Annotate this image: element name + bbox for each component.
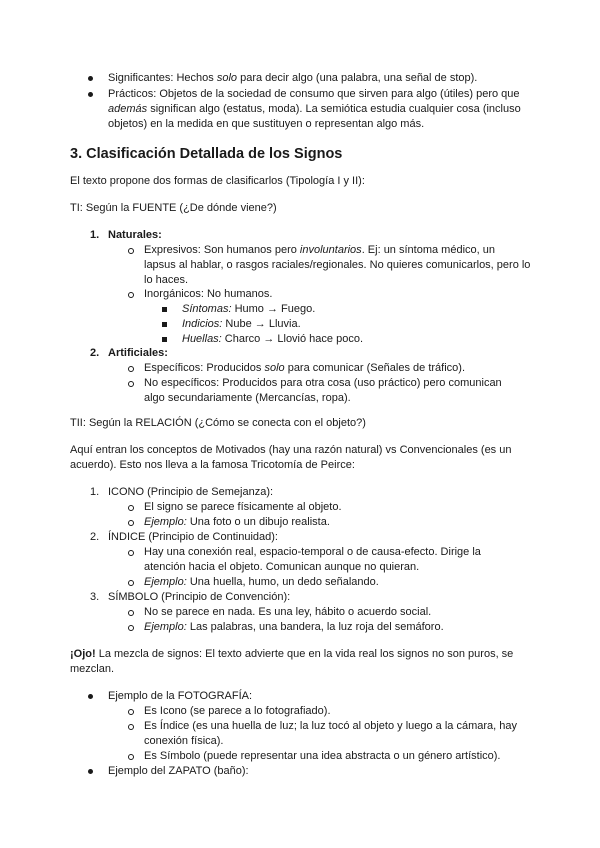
bullet-circle [128,724,134,730]
ojo-line1: ¡Ojo! La mezcla de signos: El texto advierte que en la vida real los signos no son puros, se [70,648,514,660]
practicos-line1: Prácticos: Objetos de la sociedad de consumo que sirven para algo (útiles) pero que [108,88,520,100]
bullet-circle [128,580,134,586]
ojo-line2: mezclan. [70,663,115,675]
tii-intro-line1: Aquí entran los conceptos de Motivados (hay una razón natural) vs Convencionales (es un [70,444,512,456]
simbolo-label: SÍMBOLO (Principio de Convención): [108,591,291,603]
list-number: 2. [90,347,100,359]
section-heading: 3. Clasificación Detallada de los Signos [70,146,343,162]
indice-label: ÍNDICE (Principio de Continuidad): [108,531,278,543]
icono-item1: El signo se parece físicamente al objeto. [144,501,342,513]
indice-item1-line2: atención hacia el objeto. Comunican aunque no quieran. [144,561,420,573]
bullet-square [162,337,167,342]
list-number: 3. [90,591,100,603]
bullet-disc [88,769,93,774]
foto-label: Ejemplo de la FOTOGRAFÍA: [108,690,253,702]
foto-icono: Es Icono (se parece a lo fotografiado). [144,705,331,717]
icono-label: ICONO (Principio de Semejanza): [108,486,274,498]
naturales-label: Naturales: [108,229,162,241]
bullet-circle [128,709,134,715]
simbolo-example: Ejemplo: Las palabras, una bandera, la luz roja del semáforo. [144,621,444,633]
practicos-line3: objetos) en la medida en que sustituyen o representan algo más. [108,118,425,130]
expresivos-line1: Expresivos: Son humanos pero involuntarios. Ej: un síntoma médico, un [144,244,495,256]
bullet-square [162,307,167,312]
tii-heading: TII: Según la RELACIÓN (¿Cómo se conecta con el objeto?) [70,417,366,429]
tii-intro-line2: acuerdo). Esto nos lleva a la famosa Tricotomía de Peirce: [70,459,355,471]
huellas-item: Huellas: Charco → Llovió hace poco. [182,333,363,345]
foto-indice-line2: conexión física). [144,735,224,747]
foto-simbolo: Es Símbolo (puede representar una idea abstracta o un género artístico). [144,750,501,762]
bullet-circle [128,754,134,760]
indicios-item: Indicios: Nube → Lluvia. [182,318,301,330]
no-especificos-line1: No específicos: Producidos para otra cosa (uso práctico) pero comunican [144,377,502,389]
bullet-circle [128,248,134,254]
no-especificos-line2: algo secundariamente (Mercancías, ropa). [144,392,351,404]
practicos-line2: además significan algo (estatus, moda). La semiótica estudia cualquier cosa (incluso [108,103,521,115]
bullet-disc [88,92,93,97]
list-number: 2. [90,531,100,543]
significantes-item: Significantes: Hechos solo para decir algo (una palabra, una señal de stop). [108,72,478,84]
indice-item1-line1: Hay una conexión real, espacio-temporal o de causa-efecto. Dirige la [144,546,481,558]
ti-heading: TI: Según la FUENTE (¿De dónde viene?) [70,202,277,214]
simbolo-item1: No se parece en nada. Es una ley, hábito o acuerdo social. [144,606,432,618]
bullet-square [162,322,167,327]
bullet-circle [128,366,134,372]
section-intro: El texto propone dos formas de clasificarlos (Tipología I y II): [70,175,365,187]
bullet-disc [88,694,93,699]
bullet-circle [128,550,134,556]
icono-example: Ejemplo: Una foto o un dibujo realista. [144,516,330,528]
bullet-circle [128,520,134,526]
especificos-item: Específicos: Producidos solo para comunicar (Señales de tráfico). [144,362,466,374]
bullet-circle [128,625,134,631]
zapato-label: Ejemplo del ZAPATO (baño): [108,765,249,777]
bullet-circle [128,610,134,616]
list-number: 1. [90,229,100,241]
artificiales-label: Artificiales: [108,347,168,359]
bullet-circle [128,505,134,511]
indice-example: Ejemplo: Una huella, humo, un dedo señalando. [144,576,379,588]
bullet-disc [88,76,93,81]
bullet-circle [128,381,134,387]
expresivos-line3: lo haces. [144,274,189,286]
bullet-circle [128,292,134,298]
inorganicos-item: Inorgánicos: No humanos. [144,288,273,300]
expresivos-line2: lapsus al hablar, o rasgos raciales/regionales. No quieres comunicarlos, pero lo [144,259,531,271]
list-number: 1. [90,486,100,498]
foto-indice-line1: Es Índice (es una huella de luz; la luz tocó al objeto y luego a la cámara, hay [144,720,518,732]
sintomas-item: Síntomas: Humo → Fuego. [182,303,316,315]
